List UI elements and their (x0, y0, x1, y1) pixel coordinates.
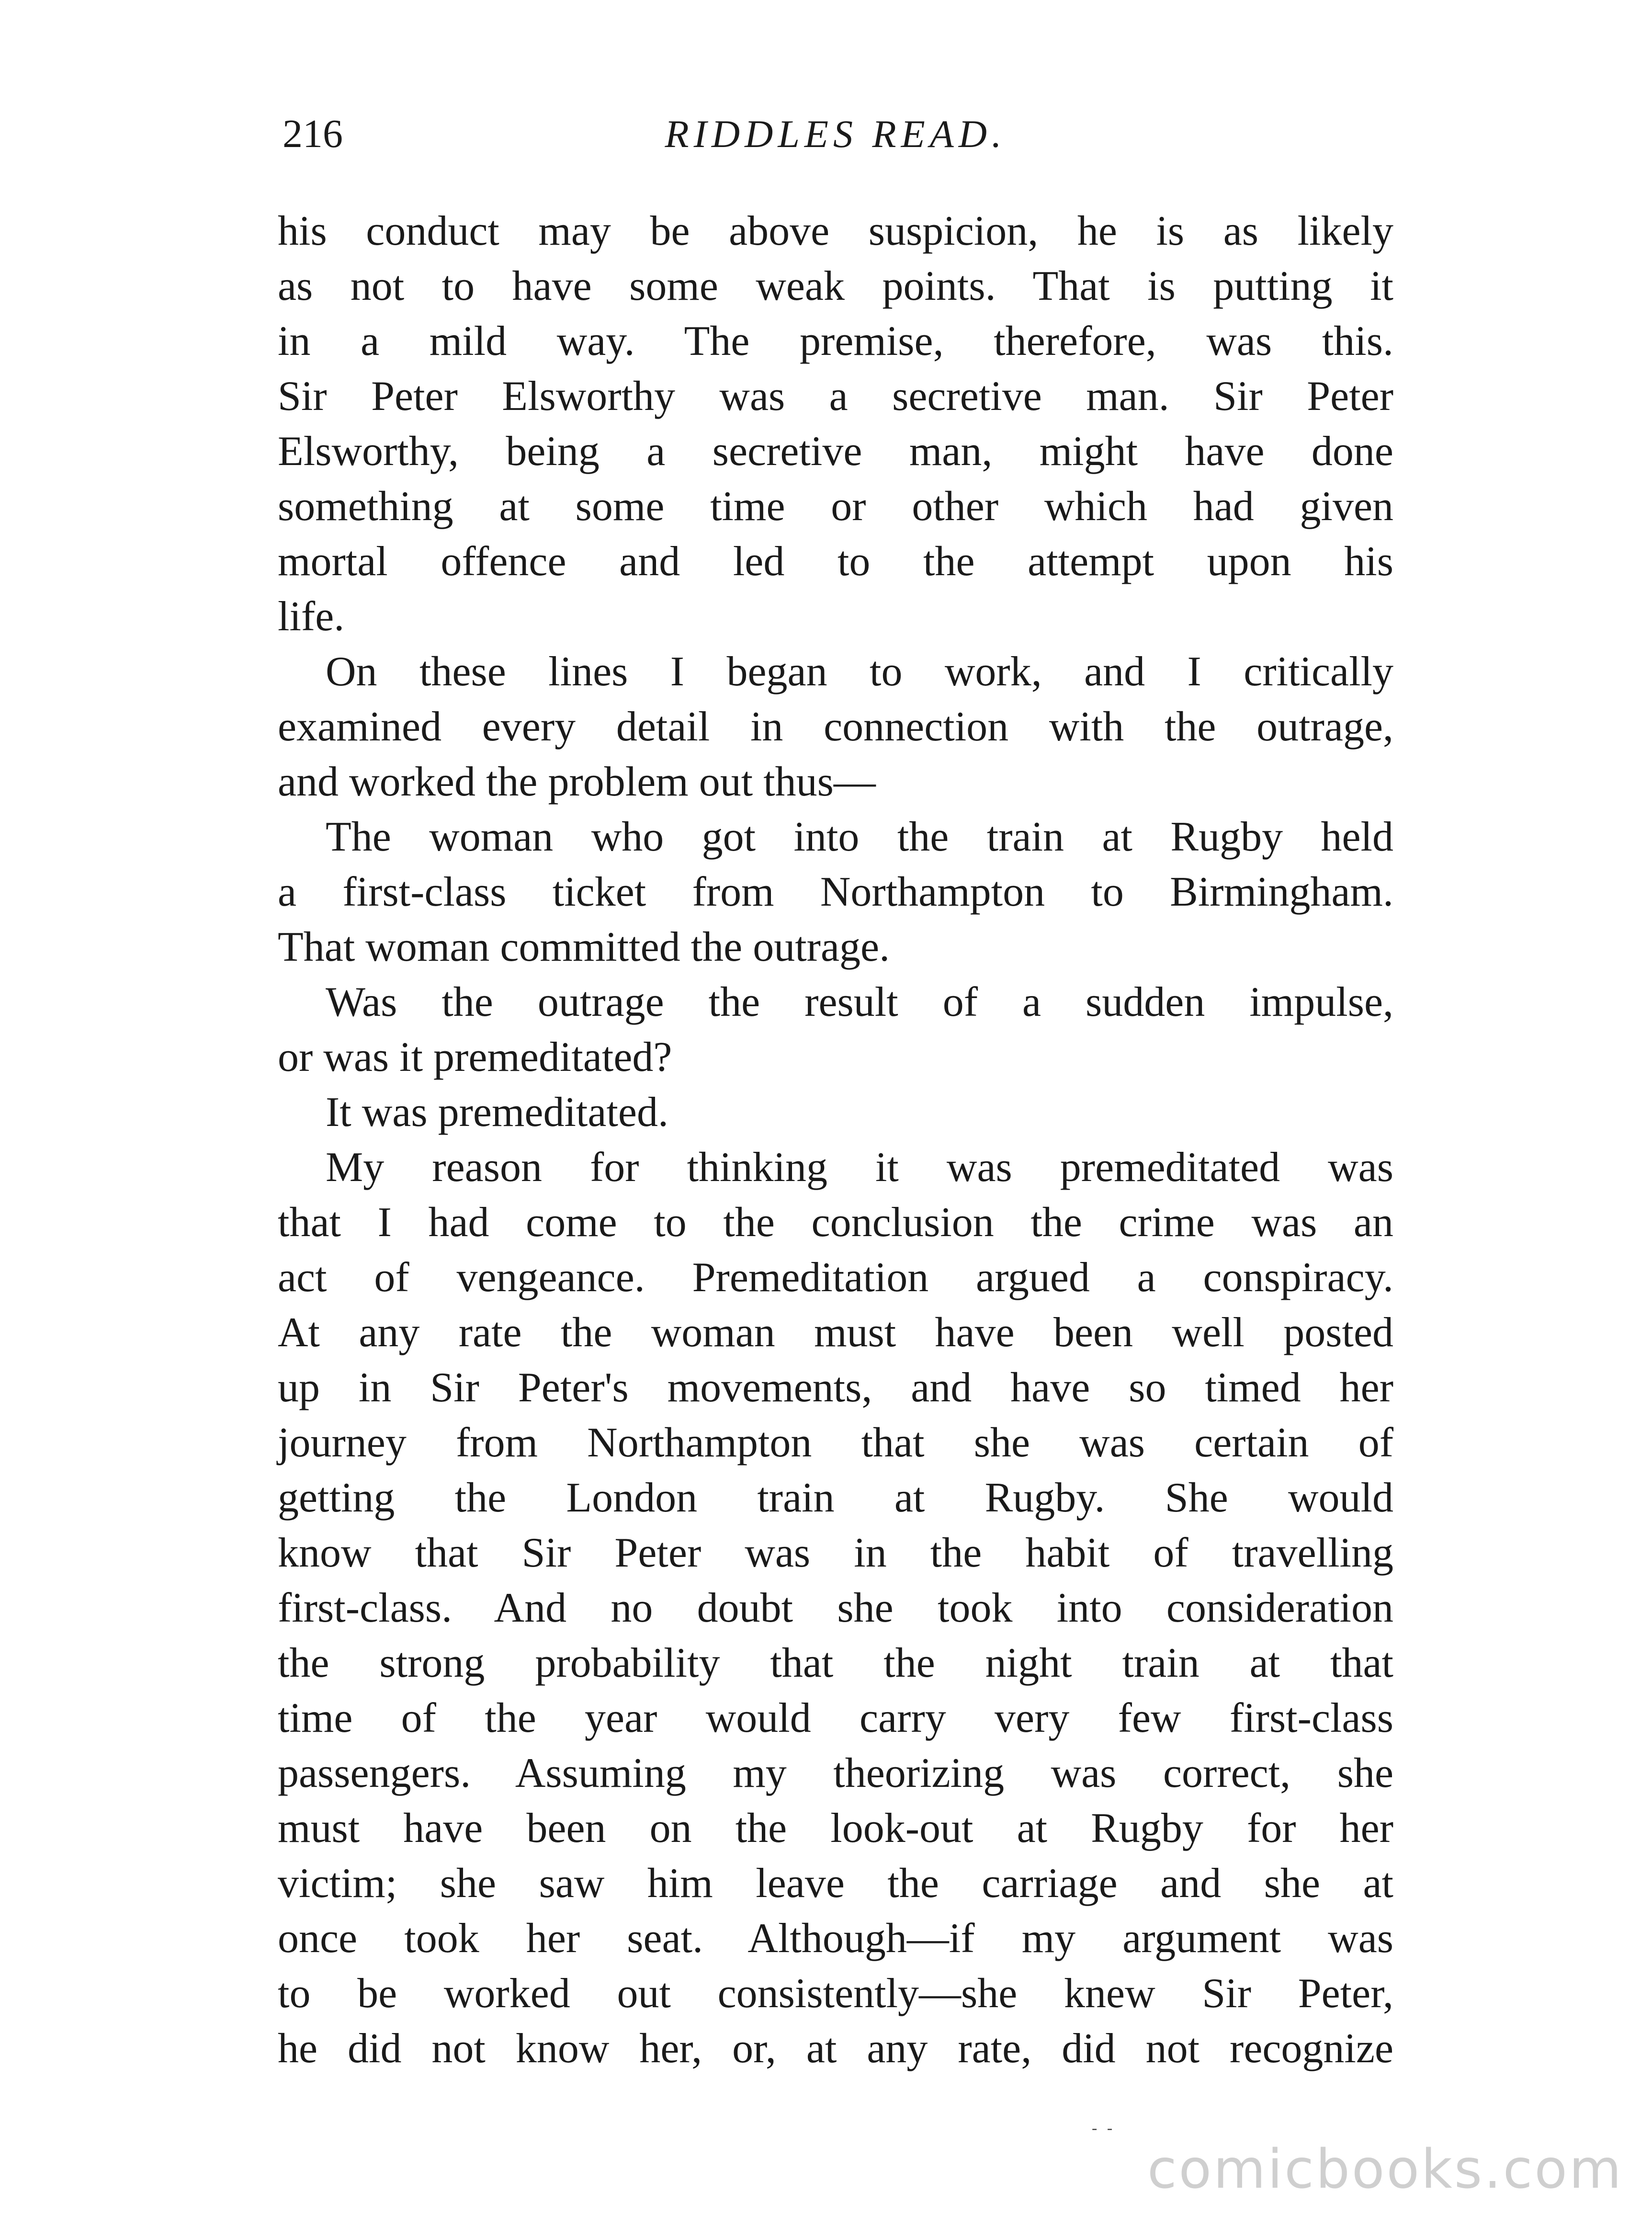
text-line: Elsworthy, being a secretive man, might have done (278, 428, 1393, 475)
text-line: or was it premeditated? (278, 1034, 672, 1080)
text-line: something at some time or other which had given (278, 483, 1393, 530)
footer-mark: - - (1092, 2119, 1116, 2137)
text-line: as not to have some weak points. That is putting it (278, 263, 1393, 309)
watermark: comicbooks.com (1147, 2138, 1623, 2201)
text-line: in a mild way. The premise, therefore, was this. (278, 318, 1393, 364)
text-line: once took her seat. Although—if my argument was (278, 1915, 1393, 1962)
text-line: That woman committed the outrage. (278, 924, 890, 970)
text-line: My reason for thinking it was premeditated was (326, 1144, 1393, 1191)
text-line: At any rate the woman must have been well posted (278, 1309, 1393, 1356)
running-head (283, 108, 1389, 170)
text-line: victim; she saw him leave the carriage and she at (278, 1860, 1393, 1907)
text-line: examined every detail in connection with the outrage, (278, 704, 1393, 750)
text-line: must have been on the look-out at Rugby for her (278, 1805, 1393, 1852)
text-line: journey from Northampton that she was certain of (278, 1420, 1393, 1466)
text-line: time of the year would carry very few first-class (278, 1695, 1393, 1741)
text-line: up in Sir Peter's movements, and have so timed her (278, 1364, 1393, 1411)
text-line: Was the outrage the result of a sudden impulse, (326, 979, 1393, 1025)
running-title: RIDDLES READ. (665, 112, 1007, 156)
text-line: act of vengeance. Premeditation argued a conspiracy. (278, 1254, 1393, 1301)
text-line: and worked the problem out thus— (278, 759, 876, 805)
text-line: a first-class ticket from Northampton to Birmingham. (278, 869, 1393, 915)
text-line: mortal offence and led to the attempt upon his (278, 538, 1393, 585)
text-line: Sir Peter Elsworthy was a secretive man. Sir Peter (278, 373, 1393, 420)
body-text (278, 204, 1393, 2071)
text-line: know that Sir Peter was in the habit of travelling (278, 1530, 1393, 1576)
text-line: life. (278, 593, 345, 640)
text-line: he did not know her, or, at any rate, did not recognize (278, 2025, 1393, 2072)
text-line: to be worked out consistently—she knew Sir Peter, (278, 1970, 1393, 2017)
text-line: the strong probability that the night train at that (278, 1640, 1393, 1686)
text-line: passengers. Assuming my theorizing was correct, she (278, 1750, 1393, 1796)
text-line: On these lines I began to work, and I critically (326, 648, 1393, 695)
text-line: first-class. And no doubt she took into consideration (278, 1585, 1393, 1631)
text-line: It was premeditated. (326, 1089, 668, 1136)
text-line: The woman who got into the train at Rugby held (326, 814, 1393, 860)
page-number: 216 (283, 112, 343, 156)
text-line: that I had come to the conclusion the crime was an (278, 1199, 1393, 1246)
text-line: his conduct may be above suspicion, he is as likely (278, 208, 1393, 254)
text-line: getting the London train at Rugby. She would (278, 1475, 1393, 1521)
